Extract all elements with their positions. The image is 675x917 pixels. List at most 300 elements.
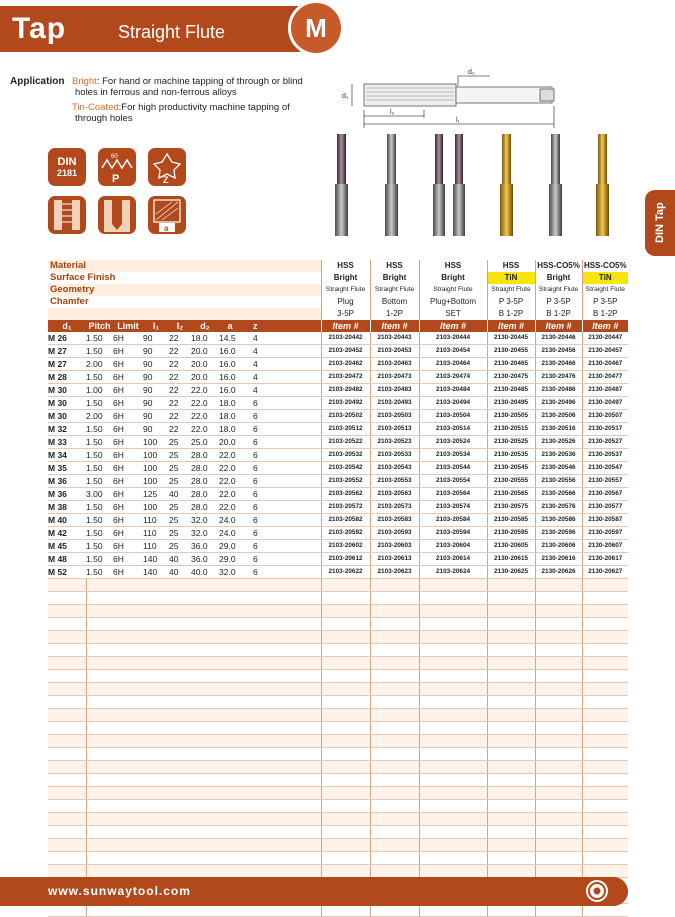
cell-r14-c8: 2103-20582 <box>321 514 370 527</box>
empty-cell <box>321 800 370 813</box>
empty-cell <box>191 696 219 709</box>
cell-r6-c9: 2103-20503 <box>370 410 419 423</box>
empty-cell <box>219 748 241 761</box>
cell-r6-c13: 2130-20507 <box>582 410 628 423</box>
empty-cell <box>191 670 219 683</box>
cell-r4-c0: M 30 <box>48 384 86 397</box>
empty-cell <box>86 592 113 605</box>
empty-row <box>48 748 628 761</box>
empty-cell <box>191 631 219 644</box>
cell-r10-c6: 22.0 <box>219 462 241 475</box>
empty-cell <box>169 735 191 748</box>
empty-cell <box>143 709 169 722</box>
empty-cell <box>143 696 169 709</box>
empty-cell <box>241 748 321 761</box>
empty-cell <box>113 644 143 657</box>
empty-cell <box>86 865 113 878</box>
empty-cell <box>48 852 86 865</box>
cell-r10-c5: 28.0 <box>191 462 219 475</box>
spec-material-2: HSS <box>370 260 419 272</box>
empty-cell <box>86 826 113 839</box>
tap-dimension-drawing <box>340 66 570 130</box>
empty-row <box>48 813 628 826</box>
cell-r8-c2: 6H <box>113 436 143 449</box>
empty-cell <box>191 748 219 761</box>
cell-r6-c3: 90 <box>143 410 169 423</box>
empty-cell <box>241 670 321 683</box>
column-header-2: Limit <box>113 320 143 332</box>
empty-cell <box>535 800 582 813</box>
cell-r4-c4: 22 <box>169 384 191 397</box>
application-tin <box>72 102 312 124</box>
empty-cell <box>535 592 582 605</box>
empty-cell <box>191 618 219 631</box>
empty-cell <box>241 683 321 696</box>
cell-r8-c0: M 33 <box>48 436 86 449</box>
empty-cell <box>143 800 169 813</box>
empty-row <box>48 631 628 644</box>
cell-r6-c5: 22.0 <box>191 410 219 423</box>
empty-cell <box>370 865 419 878</box>
empty-cell <box>321 748 370 761</box>
cell-r10-c8: 2103-20542 <box>321 462 370 475</box>
table-row <box>48 566 628 579</box>
tap-image-1 <box>335 134 348 236</box>
table-row <box>48 358 628 371</box>
cell-r5-c10: 2103-20494 <box>419 397 487 410</box>
empty-cell <box>86 605 113 618</box>
empty-cell <box>143 774 169 787</box>
square-a-text: a <box>164 224 169 233</box>
cell-r11-c8: 2103-20552 <box>321 475 370 488</box>
cell-r18-c13: 2130-20627 <box>582 566 628 579</box>
empty-cell <box>419 657 487 670</box>
empty-row <box>48 826 628 839</box>
cell-r3-c0: M 28 <box>48 371 86 384</box>
column-header-12: Item # <box>535 320 582 332</box>
empty-cell <box>370 644 419 657</box>
cell-r9-c10: 2103-20534 <box>419 449 487 462</box>
empty-cell <box>419 644 487 657</box>
cell-r18-c1: 1.50 <box>86 566 113 579</box>
cell-r17-c11: 2130-20615 <box>487 553 535 566</box>
empty-cell <box>169 683 191 696</box>
empty-cell <box>48 800 86 813</box>
empty-cell <box>241 722 321 735</box>
table-row <box>48 462 628 475</box>
empty-cell <box>535 735 582 748</box>
cell-r4-c8: 2103-20482 <box>321 384 370 397</box>
table-row <box>48 501 628 514</box>
column-header-11: Item # <box>487 320 535 332</box>
empty-cell <box>113 605 143 618</box>
empty-cell <box>487 852 535 865</box>
cell-r18-c5: 40.0 <box>191 566 219 579</box>
empty-cell <box>86 787 113 800</box>
thread-pitch-icon <box>98 148 136 186</box>
cell-r1-c3: 90 <box>143 345 169 358</box>
cell-r4-c2: 6H <box>113 384 143 397</box>
empty-cell <box>113 592 143 605</box>
empty-cell <box>582 748 628 761</box>
cell-r15-c2: 6H <box>113 527 143 540</box>
empty-cell <box>241 839 321 852</box>
empty-cell <box>86 852 113 865</box>
cell-r1-c10: 2103-20454 <box>419 345 487 358</box>
cell-r12-c1: 3.00 <box>86 488 113 501</box>
empty-cell <box>487 865 535 878</box>
empty-cell <box>321 813 370 826</box>
empty-cell <box>241 631 321 644</box>
cell-r5-c2: 6H <box>113 397 143 410</box>
dim-l2: l₂ <box>390 109 395 116</box>
empty-cell <box>113 839 143 852</box>
cell-r7-c12: 2130-20516 <box>535 423 582 436</box>
empty-cell <box>191 683 219 696</box>
empty-cell <box>48 657 86 670</box>
cell-r12-c11: 2130-20565 <box>487 488 535 501</box>
empty-cell <box>86 735 113 748</box>
empty-cell <box>169 852 191 865</box>
empty-row <box>48 774 628 787</box>
bright-desc-2: holes in ferrous and non-ferrous alloys <box>75 87 237 98</box>
cell-r16-c2: 6H <box>113 540 143 553</box>
empty-cell <box>419 761 487 774</box>
cell-r16-c8: 2103-20602 <box>321 540 370 553</box>
empty-cell <box>321 826 370 839</box>
empty-cell <box>241 644 321 657</box>
empty-cell <box>169 865 191 878</box>
cell-r1-c11: 2130-20455 <box>487 345 535 358</box>
empty-cell <box>143 605 169 618</box>
spec-surface-4: TiN <box>487 272 535 284</box>
empty-cell <box>535 852 582 865</box>
empty-cell <box>370 800 419 813</box>
empty-cell <box>191 774 219 787</box>
cell-r10-c9: 2103-20543 <box>370 462 419 475</box>
empty-row <box>48 800 628 813</box>
empty-cell <box>169 696 191 709</box>
empty-cell <box>321 631 370 644</box>
cell-r9-c13: 2130-20537 <box>582 449 628 462</box>
tap-image-6 <box>596 134 609 236</box>
empty-cell <box>143 852 169 865</box>
empty-cell <box>219 800 241 813</box>
cell-r11-c3: 100 <box>143 475 169 488</box>
spec-chamfer-5: P 3-5P <box>535 296 582 308</box>
empty-row <box>48 670 628 683</box>
empty-cell <box>419 670 487 683</box>
empty-cell <box>169 774 191 787</box>
spec-row-material <box>48 260 628 272</box>
spec-label-chamfer2 <box>48 308 321 320</box>
empty-cell <box>419 631 487 644</box>
empty-cell <box>321 709 370 722</box>
bright-desc-1: : For hand or machine tapping of through or blind <box>96 76 303 87</box>
empty-cell <box>219 735 241 748</box>
empty-cell <box>113 722 143 735</box>
column-header-6: a <box>219 320 241 332</box>
cell-r0-c11: 2130-20445 <box>487 332 535 345</box>
cell-r12-c8: 2103-20562 <box>321 488 370 501</box>
cell-r12-c9: 2103-20563 <box>370 488 419 501</box>
cell-r6-c7: 6 <box>241 410 321 423</box>
cell-r1-c9: 2103-20453 <box>370 345 419 358</box>
cell-r0-c9: 2103-20443 <box>370 332 419 345</box>
empty-cell <box>535 605 582 618</box>
empty-cell <box>487 813 535 826</box>
cell-r17-c8: 2103-20612 <box>321 553 370 566</box>
empty-cell <box>219 618 241 631</box>
empty-cell <box>582 826 628 839</box>
empty-cell <box>169 787 191 800</box>
cell-r5-c3: 90 <box>143 397 169 410</box>
empty-cell <box>48 618 86 631</box>
cell-r3-c8: 2103-20472 <box>321 371 370 384</box>
empty-cell <box>169 826 191 839</box>
empty-cell <box>113 813 143 826</box>
empty-row <box>48 761 628 774</box>
empty-cell <box>419 774 487 787</box>
empty-cell <box>191 761 219 774</box>
cell-r3-c11: 2130-20475 <box>487 371 535 384</box>
tap-image-4 <box>500 134 513 236</box>
cell-r18-c6: 32.0 <box>219 566 241 579</box>
table-row <box>48 371 628 384</box>
empty-cell <box>321 852 370 865</box>
spec-surface-2: Bright <box>370 272 419 284</box>
empty-cell <box>86 800 113 813</box>
cell-r8-c6: 20.0 <box>219 436 241 449</box>
empty-cell <box>370 761 419 774</box>
empty-cell <box>191 709 219 722</box>
spec-row-surface <box>48 272 628 284</box>
column-header-3: l₁ <box>143 320 169 332</box>
cell-r15-c10: 2103-20594 <box>419 527 487 540</box>
empty-cell <box>321 774 370 787</box>
empty-cell <box>535 748 582 761</box>
cell-r15-c11: 2130-20595 <box>487 527 535 540</box>
cell-r5-c8: 2103-20492 <box>321 397 370 410</box>
empty-cell <box>48 631 86 644</box>
empty-cell <box>535 696 582 709</box>
tin-desc-2: through holes <box>75 113 133 124</box>
empty-cell <box>535 657 582 670</box>
empty-cell <box>191 579 219 592</box>
empty-cell <box>48 722 86 735</box>
cell-r0-c4: 22 <box>169 332 191 345</box>
empty-cell <box>582 774 628 787</box>
empty-cell <box>241 618 321 631</box>
cell-r0-c10: 2103-20444 <box>419 332 487 345</box>
empty-cell <box>582 618 628 631</box>
cell-r14-c0: M 40 <box>48 514 86 527</box>
cell-r4-c10: 2103-20484 <box>419 384 487 397</box>
table-row <box>48 514 628 527</box>
cell-r12-c10: 2103-20564 <box>419 488 487 501</box>
cell-r0-c13: 2130-20447 <box>582 332 628 345</box>
empty-row <box>48 722 628 735</box>
empty-row <box>48 787 628 800</box>
empty-cell <box>321 592 370 605</box>
cell-r4-c5: 22.0 <box>191 384 219 397</box>
empty-cell <box>241 787 321 800</box>
empty-cell <box>113 683 143 696</box>
cell-r9-c0: M 34 <box>48 449 86 462</box>
spec-surface-6: TiN <box>582 272 628 284</box>
cell-r13-c10: 2103-20574 <box>419 501 487 514</box>
empty-cell <box>535 670 582 683</box>
empty-cell <box>113 670 143 683</box>
cell-r16-c0: M 45 <box>48 540 86 553</box>
cell-r15-c13: 2130-20597 <box>582 527 628 540</box>
cell-r10-c1: 1.50 <box>86 462 113 475</box>
empty-cell <box>143 787 169 800</box>
empty-row <box>48 709 628 722</box>
spec-label-chamfer: Chamfer <box>50 296 89 307</box>
empty-cell <box>370 709 419 722</box>
cell-r0-c3: 90 <box>143 332 169 345</box>
cell-r18-c7: 6 <box>241 566 321 579</box>
cell-r10-c13: 2130-20547 <box>582 462 628 475</box>
empty-cell <box>370 657 419 670</box>
empty-cell <box>487 761 535 774</box>
empty-cell <box>219 579 241 592</box>
cell-r1-c6: 16.0 <box>219 345 241 358</box>
empty-cell <box>535 644 582 657</box>
cell-r3-c12: 2130-20476 <box>535 371 582 384</box>
empty-cell <box>535 579 582 592</box>
cell-r8-c5: 25.0 <box>191 436 219 449</box>
cell-r11-c5: 28.0 <box>191 475 219 488</box>
cell-r13-c9: 2103-20573 <box>370 501 419 514</box>
cell-r15-c3: 110 <box>143 527 169 540</box>
empty-cell <box>86 657 113 670</box>
cell-r13-c3: 100 <box>143 501 169 514</box>
cell-r7-c4: 22 <box>169 423 191 436</box>
table-row <box>48 423 628 436</box>
empty-cell <box>48 709 86 722</box>
empty-cell <box>169 592 191 605</box>
side-tab-label: DIN Tap <box>654 202 666 244</box>
cell-r8-c7: 6 <box>241 436 321 449</box>
cell-r13-c4: 25 <box>169 501 191 514</box>
empty-cell <box>219 761 241 774</box>
empty-cell <box>241 657 321 670</box>
cell-r18-c2: 6H <box>113 566 143 579</box>
cell-r3-c4: 22 <box>169 371 191 384</box>
empty-cell <box>219 670 241 683</box>
empty-cell <box>535 813 582 826</box>
spec-rows <box>48 260 628 320</box>
cell-r14-c5: 32.0 <box>191 514 219 527</box>
empty-cell <box>419 865 487 878</box>
cell-r16-c6: 29.0 <box>219 540 241 553</box>
column-header-13: Item # <box>582 320 628 332</box>
column-header-4: l₂ <box>169 320 191 332</box>
empty-cell <box>48 813 86 826</box>
empty-cell <box>582 787 628 800</box>
empty-cell <box>191 787 219 800</box>
empty-cell <box>169 748 191 761</box>
empty-cell <box>582 696 628 709</box>
empty-cell <box>113 696 143 709</box>
cell-r14-c7: 6 <box>241 514 321 527</box>
cell-r1-c1: 1.50 <box>86 345 113 358</box>
empty-cell <box>370 839 419 852</box>
tap-image-2 <box>385 134 398 236</box>
empty-cell <box>113 865 143 878</box>
cell-r11-c1: 1.50 <box>86 475 113 488</box>
cell-r2-c3: 90 <box>143 358 169 371</box>
spec-label-material: Material <box>48 260 321 272</box>
empty-row <box>48 618 628 631</box>
empty-cell <box>113 787 143 800</box>
spec-chamfer-3: Plug+Bottom <box>419 296 487 308</box>
empty-cell <box>86 644 113 657</box>
website-link[interactable]: www.sunwaytool.com <box>48 884 191 898</box>
cell-r18-c3: 140 <box>143 566 169 579</box>
empty-cell <box>191 735 219 748</box>
empty-cell <box>370 670 419 683</box>
cell-r14-c6: 24.0 <box>219 514 241 527</box>
cell-r0-c1: 1.50 <box>86 332 113 345</box>
empty-cell <box>86 618 113 631</box>
empty-cell <box>487 683 535 696</box>
empty-cell <box>191 865 219 878</box>
cell-r9-c4: 25 <box>169 449 191 462</box>
empty-cell <box>419 696 487 709</box>
empty-cell <box>487 787 535 800</box>
empty-cell <box>143 683 169 696</box>
empty-cell <box>370 735 419 748</box>
cell-r1-c4: 22 <box>169 345 191 358</box>
cell-r0-c0: M 26 <box>48 332 86 345</box>
empty-cell <box>582 592 628 605</box>
empty-cell <box>582 852 628 865</box>
empty-cell <box>219 644 241 657</box>
square-drive-icon <box>148 196 186 234</box>
cell-r7-c0: M 32 <box>48 423 86 436</box>
empty-cell <box>370 696 419 709</box>
empty-cell <box>535 774 582 787</box>
empty-cell <box>487 631 535 644</box>
empty-cell <box>419 852 487 865</box>
cell-r10-c0: M 35 <box>48 462 86 475</box>
empty-cell <box>86 631 113 644</box>
cell-r12-c13: 2130-20567 <box>582 488 628 501</box>
empty-cell <box>143 618 169 631</box>
cell-r12-c4: 40 <box>169 488 191 501</box>
spec-geometry-4: Straight Flute <box>487 284 535 296</box>
cell-r6-c0: M 30 <box>48 410 86 423</box>
empty-cell <box>191 722 219 735</box>
empty-cell <box>321 605 370 618</box>
cell-r17-c9: 2103-20613 <box>370 553 419 566</box>
cell-r13-c6: 22.0 <box>219 501 241 514</box>
table-row <box>48 449 628 462</box>
cell-r2-c1: 2.00 <box>86 358 113 371</box>
cell-r5-c5: 22.0 <box>191 397 219 410</box>
cell-r7-c11: 2130-20515 <box>487 423 535 436</box>
empty-row <box>48 696 628 709</box>
cell-r8-c12: 2130-20526 <box>535 436 582 449</box>
spec-chamfer2-3: SET <box>419 308 487 320</box>
tap-product-images <box>325 130 625 240</box>
empty-row <box>48 683 628 696</box>
empty-cell <box>113 709 143 722</box>
cell-r6-c6: 18.0 <box>219 410 241 423</box>
